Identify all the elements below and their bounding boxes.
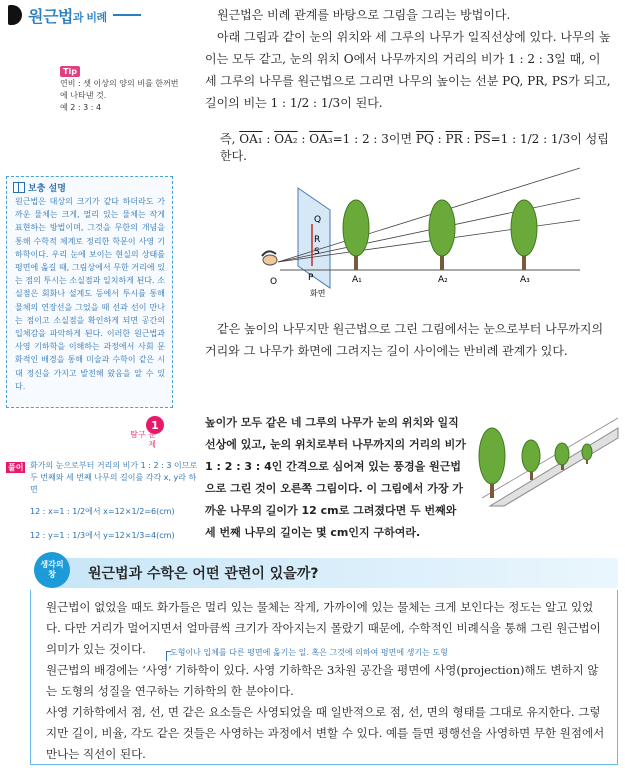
label-q: Q [314,215,322,225]
tree-icon [522,440,540,480]
problem-label: 탐구 문제 [130,430,156,449]
supplement-heading-text: 보충 설명 [28,184,66,194]
book-icon [13,182,25,193]
sep: : [297,132,310,146]
title-underline [113,14,141,16]
label-a3: A₃ [520,275,530,285]
tip-badge: Tip [60,66,80,77]
label-s: S [314,247,320,257]
label-o: O [270,277,278,287]
eye-icon [263,255,277,265]
formula-prefix: 즉, [220,132,236,146]
tree-icon [479,428,505,498]
label-p: P [308,273,314,283]
road [490,428,618,506]
solution-eq2: 12 : y=1 : 1/3에서 y=12×1/3=4(cm) [30,531,175,540]
think-paragraph-1: 원근법이 없었을 때도 화가들은 멀리 있는 물체는 작게, 가까이에 있는 물체는 크게 보인다는 정도는 알고 있었다. 다만 거리가 멀어지면서 얼마큼씩 크기가 작아지는지 몰랐기 때문에, 수학적인 비례식을 통해 그린 원근법이 의미가 있는 것이다. [46,600,601,656]
ratio2: =1 : 1/2 : 1/3이 성립한다. [220,132,609,163]
sep: : [262,132,275,146]
think-paragraph-3: 사영 기하학에서 점, 선, 면 같은 요소들은 사영되었을 때 일반적으로 점, 선, 면의 형태를 그대로 유지한다. 그렇지만 길이, 비율, 각도 같은 것들은 사영하는 과정에서 변할 수 있다. 예를 들면 평행선을 사영하면 무한 원점에서 만나는 직선이 된다. [46,705,605,761]
segment-oa2: OA₂ [274,132,298,146]
solution-eq1: 12 : x=1 : 1/2에서 x=12×1/2=6(cm) [30,507,175,516]
ratio1: =1 : 2 : 3이면 [332,132,413,146]
supplement-box [6,176,173,408]
section-title [8,4,141,26]
tree-icon [429,200,455,270]
title-sub: 과 비례 [72,10,107,24]
perspective-diagram [250,158,610,298]
title-marker-icon [8,5,22,25]
label-a1: A₁ [352,275,362,285]
problem-number: 1 [146,416,164,434]
tip-example: 예 2 : 3 : 4 [60,103,102,112]
segment-oa1: OA₁ [239,132,263,146]
trees-perspective-figure [470,398,620,510]
think-paragraph-2: 원근법의 배경에는 ‘사영’ 기하학이 있다. 사영 기하학은 3차원 공간을 평면에 사영(projection)해도 변하지 않는 도형의 성질을 연구하는 기하학의 한 분야이다. [46,663,599,698]
intro-line2: 아래 그림과 같이 눈의 위치와 세 그루의 나무가 일직선상에 있다. 나무의 높이는 모두 같고, 눈의 위치 O에서 나무까지의 거리의 비가 1 : 2 : 3일 때, 이 세 그루의 나무를 원근법으로 그리면 나무의 높이는 선분 PQ, PR, PS가 되고, 길이의 비는 1 : 1/2 : 1/3이 된다. [205,30,611,110]
intro-paragraph [205,4,613,114]
segment-pr: $\overline{PR}$ [445,132,463,146]
sep: : [433,132,446,146]
tree-icon [582,444,592,464]
supplement-heading [13,181,66,194]
solution-text: 화가의 눈으로부터 거리의 비가 1 : 2 : 3 이므로 두 번째와 세 번째 나무의 길이를 각각 x, y라 하면 [30,461,198,494]
tip-text [60,78,180,114]
projection-note: 도형이나 입체를 다른 평면에 옮기는 일. 혹은 그것에 의하여 평면에 생기는 도형 [170,648,448,657]
label-a2: A₂ [438,275,448,285]
solution-badge: 풀이 [8,463,24,472]
supplement-text: 원근법은 대상의 크기가 같다 하더라도 가까운 물체는 크게, 멀리 있는 물체는 작게 표현하는 방법이며, 그것을 무한의 개념을 통해 수학적 체계로 정리한 학문이 사영 기하학이다. 우리 눈에 보이는 현실의 상태를 평면에 옮길 때, 그림상에서 무한 거리에 있는 점의 투시는 소실점과 일치하게 된다. 소실점은 회화나 설계도 등에서 투시를 통해 물체의 연장선을 그었을 때 선과 선이 만나는 점이고 소실점을 확인하게 되면 공간의 입체감을 파악하게 된다. 이러한 원근법과 사영 기하학을 이해하는 과정에서 사회 문화적인 배경을 통해 미술과 수학이 같은 시대 정신을 가지고 발전해 왔음을 알 수 있다. [15,197,165,391]
think-badge [34,552,70,588]
tree-icon [343,200,369,270]
tip-definition: 연비 : 셋 이상의 양의 비를 한꺼번에 나타낸 것. [60,79,179,100]
inverse-proportion-paragraph: 같은 높이의 나무지만 원근법으로 그린 그림에서는 눈으로부터 나무까지의 거리와 그 나무가 화면에 그려지는 길이 사이에는 반비례 관계가 있다. [205,322,604,358]
segment-ps: $\overline{PS}$ [474,132,491,146]
tree-icon [511,200,537,270]
think-badge-top: 생각의 [40,560,64,569]
think-badge-bottom: 창 [48,570,56,579]
segment-oa3: OA₃ [309,132,333,146]
intro-line1: 원근법은 비례 관계를 바탕으로 그림을 그리는 방법이다. [217,8,511,22]
think-title: 원근법과 수학은 어떤 관련이 있을까? [88,566,319,582]
label-r: R [314,235,321,245]
label-screen: 화면 [310,289,326,298]
title-main: 원근법 [28,6,73,26]
segment-pq: $\overline{PQ}$ [415,132,434,146]
sep: : [462,132,475,146]
problem-text: 높이가 모두 같은 네 그루의 나무가 눈의 위치와 일직선상에 있고, 눈의 위치로부터 나무까지의 거리의 비가 1 : 2 : 3 : 4인 간격으로 심어져 있는 풍경을 원근법으로 그린 것이 오른쪽 그림이다. 이 그림에서 가장 가까운 나무의 길이가 12 cm로 그려졌다면 두 번째와 세 번째 나무의 길이는 몇 cm인지 구하여라. [205,416,466,539]
